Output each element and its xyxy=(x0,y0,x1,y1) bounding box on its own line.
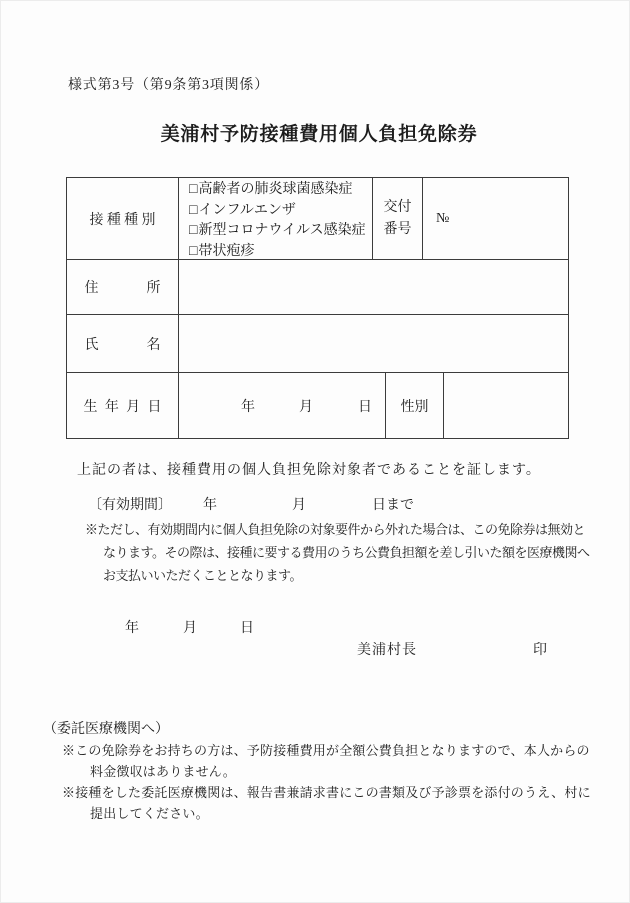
contractor-note-1-line-1: ※この免除券をお持ちの方は、予防接種費用が全額公費負担となりますので、本人からの xyxy=(62,743,590,758)
gender-value-cell xyxy=(444,373,568,438)
issue-year-label: 年 xyxy=(125,621,139,636)
certify-statement: 上記の者は、接種費用の個人負担免除対象者であることを証します。 xyxy=(77,463,541,478)
issue-number-value-cell xyxy=(423,178,568,260)
checkbox-icon[interactable]: □ xyxy=(189,182,198,197)
checkbox-icon[interactable]: □ xyxy=(189,202,198,218)
checkbox-icon[interactable]: □ xyxy=(189,243,198,259)
vaccine-option-pneumococcus[interactable] xyxy=(189,180,372,201)
gender-label: 性別 xyxy=(400,399,429,415)
issue-month-label: 月 xyxy=(183,621,197,636)
page-title: 美浦村予防接種費用個人負担免除券 xyxy=(160,124,478,145)
contractor-note-2-line-1: ※接種をした委託医療機関は、報告書兼請求書にこの書類及び予診票を添付のうえ、村に xyxy=(62,785,591,800)
vaccine-option-influenza[interactable] xyxy=(189,201,372,222)
gender-label-cell xyxy=(386,373,444,438)
validity-label: 〔有効期間〕 xyxy=(88,498,172,513)
issue-number-label-cell xyxy=(373,178,423,260)
vaccine-option-label: 帯状疱疹 xyxy=(198,243,255,259)
vaccine-options-cell xyxy=(179,178,373,260)
name-label: 氏名 xyxy=(84,337,161,353)
name-value-cell xyxy=(179,315,568,373)
birth-day-label: 日 xyxy=(358,399,372,415)
vaccine-type-label-cell xyxy=(67,178,179,260)
birthdate-value-cell xyxy=(179,373,386,438)
validity-year-label: 年 xyxy=(203,498,217,513)
birth-year-label: 年 xyxy=(241,399,255,415)
mayor-name: 美浦村長 xyxy=(357,643,417,658)
contractor-note-1-line-2: 料金徴収はありません。 xyxy=(90,764,236,779)
birthdate-label: 生年月日 xyxy=(83,399,162,415)
form-number: 様式第3号（第9条第3項関係） xyxy=(68,78,269,93)
vaccine-option-label: インフルエンザ xyxy=(198,202,296,218)
address-label: 住所 xyxy=(84,281,161,296)
validity-day-label: 日まで xyxy=(372,498,414,513)
validity-note-line-2: なります。その際は、接種に要する費用のうち公費負担額を差し引いた額を医療機関へ xyxy=(103,545,590,560)
name-label-cell xyxy=(67,315,179,373)
vaccine-option-shingles[interactable] xyxy=(189,242,372,263)
validity-month-label: 月 xyxy=(292,498,306,513)
checkbox-icon[interactable]: □ xyxy=(189,223,198,238)
validity-note-line-1: ※ただし、有効期間内に個人負担免除の対象要件から外れた場合は、この免除券は無効と xyxy=(85,522,586,537)
issue-number-label-bottom: 番号 xyxy=(383,221,412,237)
address-value-cell xyxy=(179,260,568,315)
seal-mark: 印 xyxy=(533,643,547,658)
number-mark: № xyxy=(436,210,450,226)
issue-day-label: 日 xyxy=(240,621,254,636)
birth-month-label: 月 xyxy=(299,399,313,415)
vaccine-option-covid19[interactable] xyxy=(189,221,372,242)
vaccine-option-label: 高齢者の肺炎球菌感染症 xyxy=(198,182,353,197)
contractor-heading: （委託医療機関へ） xyxy=(43,722,169,737)
vaccine-type-label: 接種種別 xyxy=(89,212,156,228)
validity-note-line-3: お支払いいただくこととなります。 xyxy=(103,568,302,583)
issue-number-label-top: 交付 xyxy=(383,199,412,215)
contractor-note-2-line-2: 提出してください。 xyxy=(90,806,209,821)
address-label-cell xyxy=(67,260,179,315)
vaccine-option-label: 新型コロナウイルス感染症 xyxy=(198,223,366,238)
birthdate-label-cell xyxy=(67,373,179,438)
exemption-ticket-table xyxy=(66,177,569,439)
